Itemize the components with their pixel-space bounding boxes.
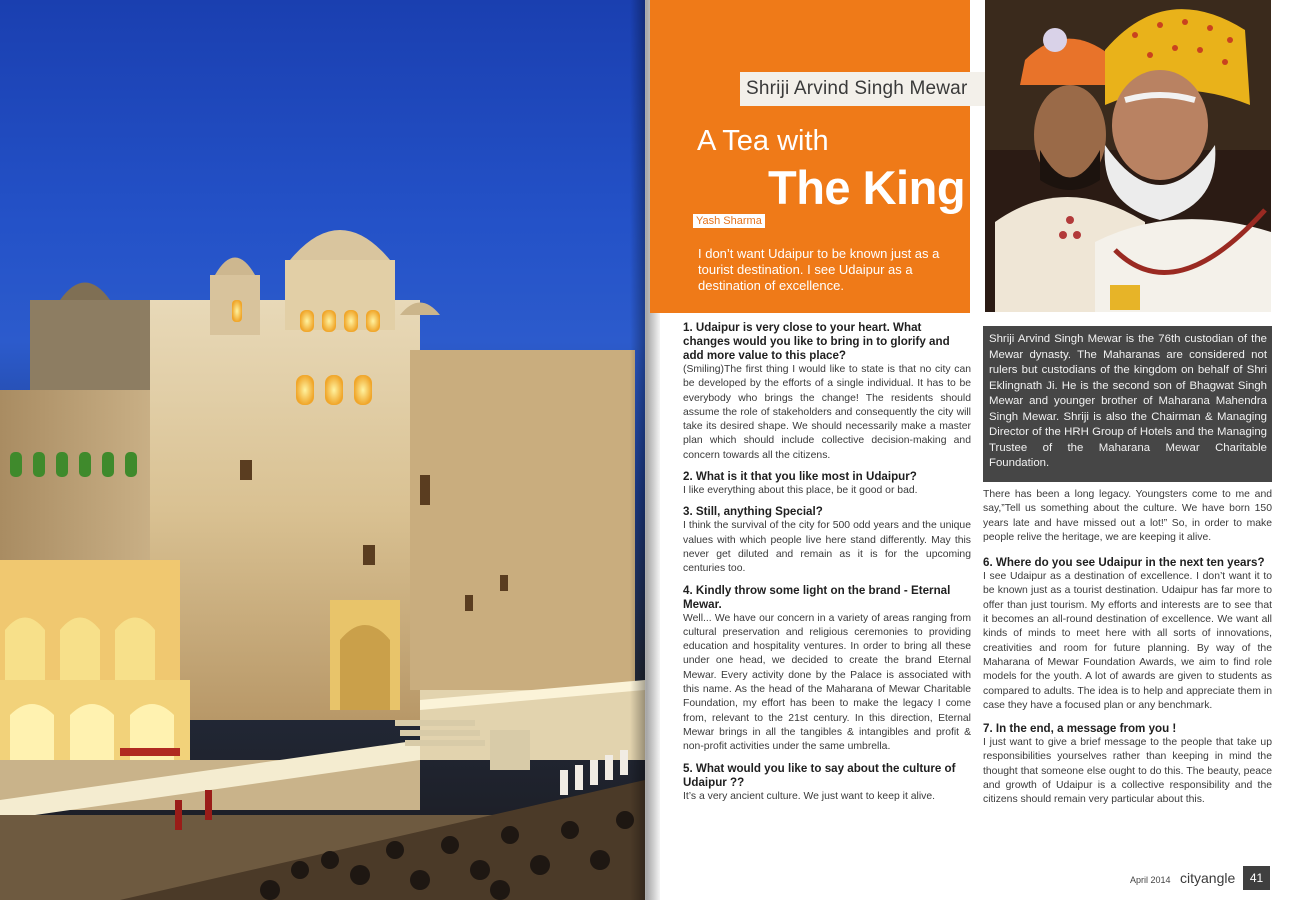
byline: Yash Sharma [693, 214, 765, 228]
issue-date: April 2014 [1130, 875, 1171, 885]
interview-column-left [683, 321, 971, 804]
question-5: 5. What would you like to say about the culture of Udaipur ?? [683, 761, 956, 789]
question-3: 3. Still, anything Special? [683, 505, 823, 519]
pull-quote: I don’t want Udaipur to be known just as a tourist destination. I see Udaipur as a destination of excellence. [698, 246, 940, 293]
portrait-photo [985, 0, 1271, 312]
answer-7: I just want to give a brief message to the people that take up responsibilities yourselves rather than keeping in mind the thought that someone else ought to do this. The beauty, peace and growth of Udaipur is a collective responsibility and the citizens should remain very particular about this. [983, 737, 1272, 806]
interview-column-right [983, 488, 1272, 808]
answer-1: (Smiling)The first thing I would like to state is that no city can be developed by the efforts of a single individual. It has to be everybody who brings the change! The residents should assume the role of stakeholders and consequently the city will take its desired shape. We should necessarily make a master plan which should include collective decision-making and concern towards all the citizens. [683, 364, 971, 461]
answer-2: I like everything about this place, be it good or bad. [683, 485, 918, 497]
headline: The King [768, 161, 966, 214]
subject-name-tag: Shriji Arvind Singh Mewar [740, 72, 990, 106]
palace-photo [0, 0, 645, 900]
question-6: 6. Where do you see Udaipur in the next ten years? [983, 556, 1265, 570]
city-palace-illustration [0, 0, 645, 900]
headline-kicker: A Tea with [697, 125, 829, 157]
question-2: 2. What is it that you like most in Udaipur? [683, 470, 917, 484]
answer-5: It’s a very ancient culture. We just want to keep it alive. [683, 790, 935, 802]
answer-6: I see Udaipur as a destination of excellence. I don’t want it to be known just as a tourist destination. Udaipur has far more to offer than just tourism. My efforts and interests are to see that it becomes an all-round destination of excellence. We want all kinds of minds to meet here with all sorts of innovations, creativities and room for future planning. By way of the Maharana of Mewar Foundation Awards, we aim to find role models for the youth. A lot of awards are given to students as compared to adults. The idea is to help and appreciate them in case they have a focused plan or any benchmark. [983, 571, 1272, 711]
magazine-name: cityangle [1180, 870, 1236, 886]
royal-portrait-illustration [985, 0, 1271, 312]
answer-4: Well... We have our concern in a variety of areas ranging from cultural preservation and religious ceremonies to providing education and hospitality ventures. In order to bring all these under one head, we decided to create the brand Eternal Mewar. Every activity done by the Palace is associated with this name. As the head of the Maharana of Mewar Charitable Foundation, my effort has been to make the legacy I come from, relevant to the 21st century. In this direction, Eternal Mewar brings in all the tangibles & intangibles and profit & non-profit activities under the same umbrella. [683, 612, 971, 753]
answer-5-continued: There has been a long legacy. Youngsters come to me and say,”Tell us something about the culture. We have born 150 years late and have missed out a lot!” So, in order to make people relive the heritage, we are keeping it alive. [983, 489, 1272, 543]
answer-3: I think the survival of the city for 500 odd years and the unique values with which people live here stand differently. May this never get diluted and remain as it is for the upcoming centuries too. [683, 520, 971, 575]
question-1: 1. Udaipur is very close to your heart. What changes would you like to bring in to glorify and add more value to this place? [683, 321, 950, 362]
page-number: 41 [1243, 866, 1270, 890]
bio-box: Shriji Arvind Singh Mewar is the 76th custodian of the Mewar dynasty. The Maharanas are considered not rulers but custodians of the kingdom on behalf of Shri Eklingnath Ji. He is the second son of Bhagwat Singh Mewar and younger brother of Maharana Mahendra Singh Mewar. Shriji is also the Chairman & Managing Director of the HRH Group of Hotels and the Managing Trustee of the Maharana Mewar Charitable Foundation. [983, 326, 1272, 482]
question-4: 4. Kindly throw some light on the brand - Eternal Mewar. [683, 583, 951, 611]
question-7: 7. In the end, a message from you ! [983, 722, 1177, 736]
